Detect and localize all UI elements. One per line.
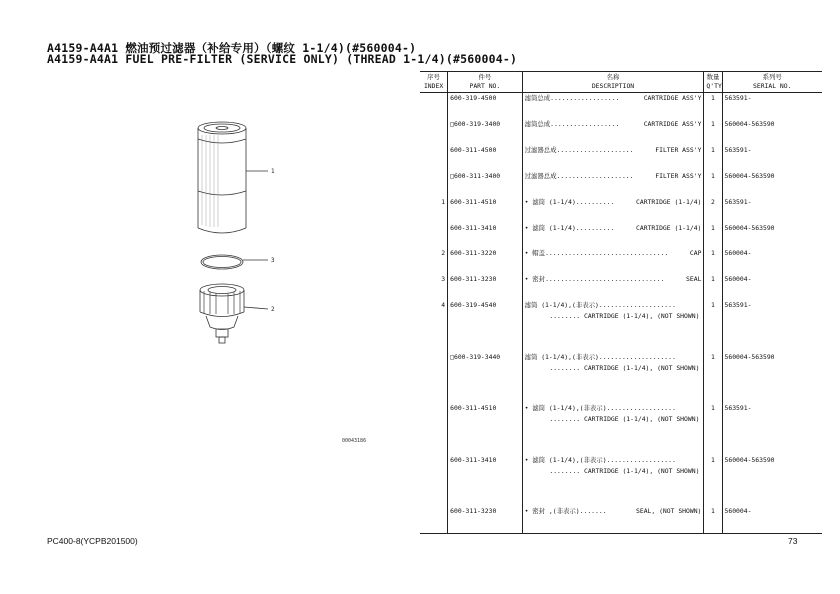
cell-part-no: 600-311-3230: [448, 274, 522, 300]
header-index: 序号 INDEX: [420, 72, 448, 93]
table-row: [420, 455, 822, 507]
cell-description: [522, 223, 704, 249]
cell-part-no: 600-311-3410: [448, 223, 522, 249]
desc-en: SEAL: [686, 275, 702, 284]
table-header: [420, 72, 822, 93]
header-serial-no: 系列号 SERIAL NO.: [722, 72, 822, 93]
header-part-no: 件号 PART NO.: [448, 72, 522, 93]
desc-dots: ..................: [606, 455, 676, 464]
cell-index: [420, 403, 448, 455]
desc-dots: ....................: [598, 301, 676, 310]
table-row: [420, 119, 822, 145]
cell-description: [522, 352, 704, 404]
table-row: [420, 352, 822, 404]
desc-jp: • 滤筒 (1-1/4): [524, 197, 576, 206]
desc-dots: ..................: [606, 404, 676, 413]
desc-dots: ....................: [556, 172, 634, 181]
table-row: [420, 300, 822, 352]
table-row: [420, 145, 822, 171]
desc-dots: ..................: [550, 120, 620, 129]
cell-part-no: 600-311-4510: [448, 197, 522, 223]
cell-serial-no: 563591-: [722, 145, 822, 171]
cell-qty: 1: [704, 506, 722, 532]
cell-part-no: □600-311-3400: [448, 171, 522, 197]
fuel-prefilter-illustration: [180, 115, 380, 355]
cell-index: 1: [441, 197, 446, 206]
cell-serial-no: 560004-563590: [722, 171, 822, 197]
desc-jp: • 帽盖: [524, 249, 546, 258]
cell-qty: 1: [704, 223, 722, 249]
parts-table: [420, 71, 822, 534]
table-row: [420, 93, 822, 120]
cell-part-no: 600-311-3230: [448, 506, 522, 532]
cell-index: 3: [441, 275, 446, 284]
seal-ring-drawing: [201, 255, 243, 269]
desc-english-subline: ........ CARTRIDGE (1-1/4), (NOT SHOWN): [549, 363, 700, 372]
desc-english-subline: ........ CARTRIDGE (1-1/4), (NOT SHOWN): [549, 466, 700, 475]
desc-jp: • 滤筒 (1-1/4),(非表示): [524, 404, 607, 413]
cell-serial-no: 560004-: [722, 248, 822, 274]
desc-dots: ....................: [556, 146, 634, 155]
desc-jp: • 密封: [524, 275, 546, 284]
cell-part-no: 600-319-4540: [448, 300, 522, 352]
desc-dots: ....................: [598, 352, 676, 361]
desc-en: FILTER ASS'Y: [655, 146, 702, 155]
cell-index: [420, 352, 448, 404]
filler-cell: [522, 532, 704, 533]
table-row: [420, 506, 822, 532]
cell-serial-no: 560004-563590: [722, 352, 822, 404]
cell-description: [522, 145, 704, 171]
cell-qty: 1: [704, 455, 722, 507]
desc-jp: 滤筒总成: [524, 120, 551, 129]
page-title-english: A4159-A4A1 FUEL PRE-FILTER (SERVICE ONLY) (THREAD 1-1/4)(#560004-): [47, 52, 518, 66]
cell-description: [522, 403, 704, 455]
page-number: 73: [788, 536, 798, 546]
cell-description: [522, 300, 704, 352]
table-filler-row: [420, 532, 822, 533]
cell-index: 4: [441, 301, 446, 310]
header-qty: 数量 Q'TY: [704, 72, 722, 93]
desc-jp: 滤筒 (1-1/4),(非表示): [524, 352, 599, 361]
cell-serial-no: 560004-: [722, 274, 822, 300]
callout-2: 2: [271, 306, 275, 313]
cell-serial-no: 563591-: [722, 197, 822, 223]
cell-qty: 2: [704, 197, 722, 223]
cell-qty: 1: [704, 248, 722, 274]
table-row: [420, 248, 822, 274]
cell-qty: 1: [704, 171, 722, 197]
cell-part-no: 600-311-3410: [448, 455, 522, 507]
cell-part-no: 600-311-4500: [448, 145, 522, 171]
cell-qty: 1: [704, 352, 722, 404]
cell-description: [522, 455, 704, 507]
filler-cell: [722, 532, 822, 533]
cell-index: [420, 119, 448, 145]
cell-description: [522, 506, 704, 532]
illustration-code: 00043186: [342, 438, 367, 444]
cell-serial-no: 563591-: [722, 93, 822, 120]
table-row: [420, 197, 822, 223]
cell-qty: 1: [704, 300, 722, 352]
desc-jp: 过滤器总成: [524, 172, 557, 181]
desc-en: CAP: [689, 249, 702, 258]
cell-index: [420, 506, 448, 532]
cell-description: [522, 171, 704, 197]
header-description: 名称 DESCRIPTION: [522, 72, 704, 93]
cell-part-no: 600-319-4500: [448, 93, 522, 120]
cell-part-no: □600-319-3440: [448, 352, 522, 404]
cartridge-drawing: [198, 122, 246, 233]
cell-description: [522, 274, 704, 300]
callout-1: 1: [271, 168, 275, 175]
desc-jp: 过滤器总成: [524, 146, 557, 155]
callout-3: 3: [271, 257, 275, 264]
desc-en: SEAL, (NOT SHOWN): [636, 507, 702, 516]
desc-dots: ...............................: [545, 275, 665, 284]
desc-dots: ..........: [575, 197, 615, 206]
cell-qty: 1: [704, 145, 722, 171]
cell-part-no: □600-319-3400: [448, 119, 522, 145]
cell-serial-no: 560004-563590: [722, 119, 822, 145]
filler-cell: [420, 532, 448, 533]
cell-index: [420, 455, 448, 507]
cell-index: [420, 223, 448, 249]
cap-drawing: [200, 284, 244, 343]
cell-part-no: 600-311-4510: [448, 403, 522, 455]
cell-part-no: 600-311-3220: [448, 248, 522, 274]
desc-en: CARTRIDGE (1-1/4): [636, 197, 702, 206]
cell-description: [522, 119, 704, 145]
desc-dots: .......: [579, 507, 607, 516]
desc-jp: • 滤筒 (1-1/4),(非表示): [524, 455, 607, 464]
page-title-chinese: A4159-A4A1 燃油预过滤器（补给专用）（螺纹 1-1/4)(#560004-): [47, 41, 417, 55]
desc-dots: ................................: [545, 249, 669, 258]
cell-qty: 1: [704, 274, 722, 300]
cell-index: [420, 93, 448, 120]
table-row: [420, 171, 822, 197]
cell-description: [522, 93, 704, 120]
desc-en: CARTRIDGE ASS'Y: [643, 120, 702, 129]
model-number: PC400-8(YCPB201500): [47, 536, 138, 546]
cell-serial-no: 560004-: [722, 506, 822, 532]
cell-serial-no: 563591-: [722, 403, 822, 455]
desc-dots: ..................: [550, 94, 620, 102]
filler-cell: [704, 532, 722, 533]
filler-cell: [448, 532, 522, 533]
cell-serial-no: 560004-563590: [722, 223, 822, 249]
desc-en: FILTER ASS'Y: [655, 172, 702, 181]
cell-qty: 1: [704, 93, 722, 120]
cell-qty: 1: [704, 403, 722, 455]
cell-description: [522, 248, 704, 274]
cell-qty: 1: [704, 119, 722, 145]
desc-jp: • 密封 ,(非表示): [524, 507, 580, 516]
cell-index: [420, 145, 448, 171]
desc-jp: • 滤筒 (1-1/4): [524, 223, 576, 232]
desc-english-subline: ........ CARTRIDGE (1-1/4), (NOT SHOWN): [549, 415, 700, 424]
cell-serial-no: 563591-: [722, 300, 822, 352]
cell-serial-no: 560004-563590: [722, 455, 822, 507]
desc-jp: 滤筒 (1-1/4),(非表示): [524, 301, 599, 310]
desc-dots: ..........: [575, 223, 615, 232]
table-row: [420, 274, 822, 300]
desc-en: CARTRIDGE (1-1/4): [636, 223, 702, 232]
table-row: [420, 403, 822, 455]
desc-jp: 滤筒总成: [524, 94, 551, 102]
cell-index: [420, 171, 448, 197]
desc-en: CARTRIDGE ASS'Y: [643, 94, 702, 102]
desc-english-subline: ........ CARTRIDGE (1-1/4), (NOT SHOWN): [549, 312, 700, 321]
table-row: [420, 223, 822, 249]
cell-index: 2: [441, 249, 446, 258]
cell-description: [522, 197, 704, 223]
